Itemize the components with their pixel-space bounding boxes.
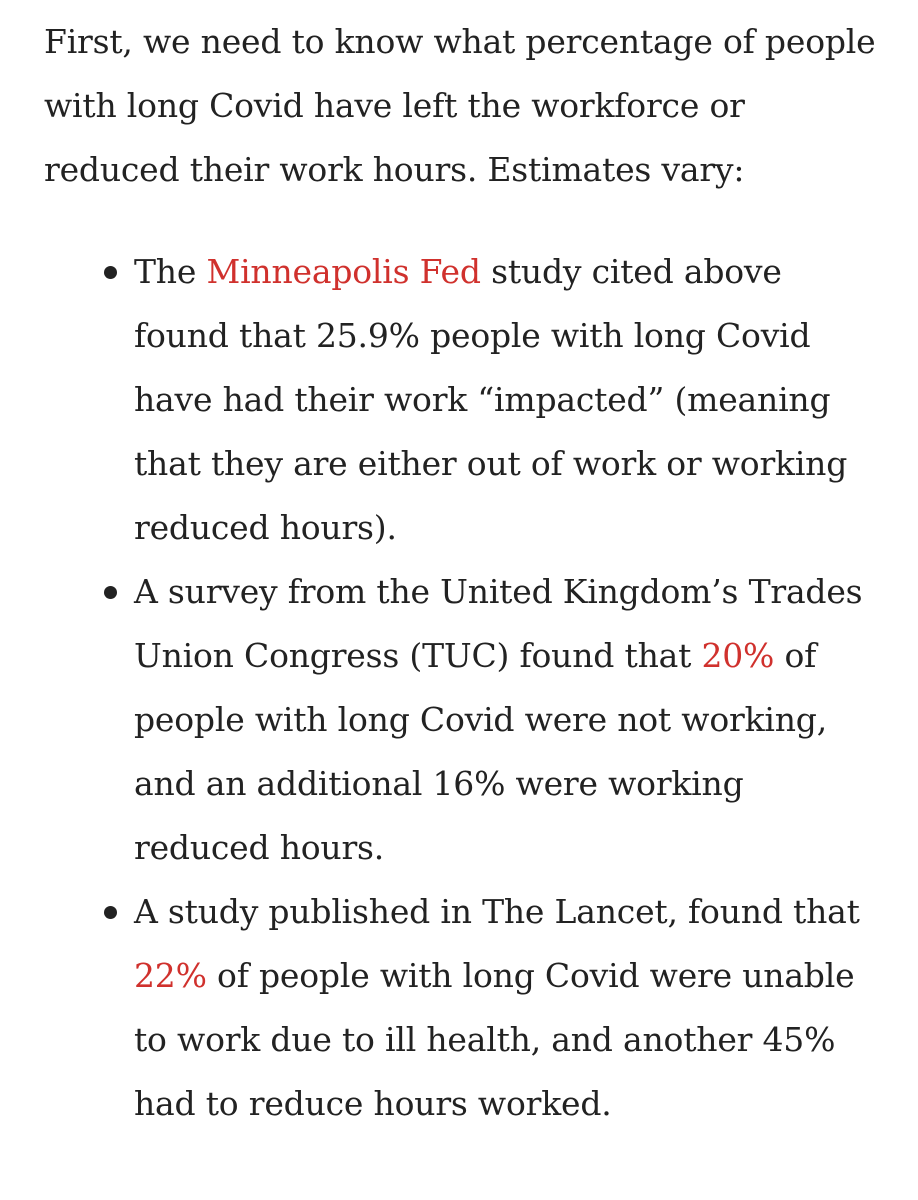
list-item	[134, 560, 878, 880]
bullet-text-after: of people with long Covid were not working, and an additional 16% were working reduced hours.	[134, 636, 827, 867]
intro-paragraph: First, we need to know what percentage of people with long Covid have left the workforce or reduced their work hours. Estimates vary:	[44, 22, 876, 189]
tuc-20-percent-link[interactable]: 20%	[701, 636, 775, 675]
bullet-icon	[104, 906, 117, 919]
bullet-icon	[104, 586, 117, 599]
bullet-text-after: of people with long Covid were unable to work due to ill health, and another 45% had to reduce hours worked.	[134, 956, 855, 1123]
lancet-22-percent-link[interactable]: 22%	[134, 956, 207, 995]
list-item	[134, 880, 878, 1136]
bullet-icon	[104, 266, 117, 279]
bullet-text-before: The	[134, 252, 207, 291]
minneapolis-fed-link[interactable]: Minneapolis Fed	[206, 252, 481, 291]
list-item	[134, 240, 878, 560]
bullet-text-before: A study published in The Lancet, found that	[134, 892, 860, 931]
bullet-text-before: A survey from the United Kingdom’s Trades Union Congress (TUC) found that	[134, 572, 863, 675]
bullet-text-after: study cited above found that 25.9% people with long Covid have had their work “impacted” (meaning that they are either out of work or working reduced hours).	[134, 252, 848, 547]
estimates-list	[44, 240, 878, 1136]
